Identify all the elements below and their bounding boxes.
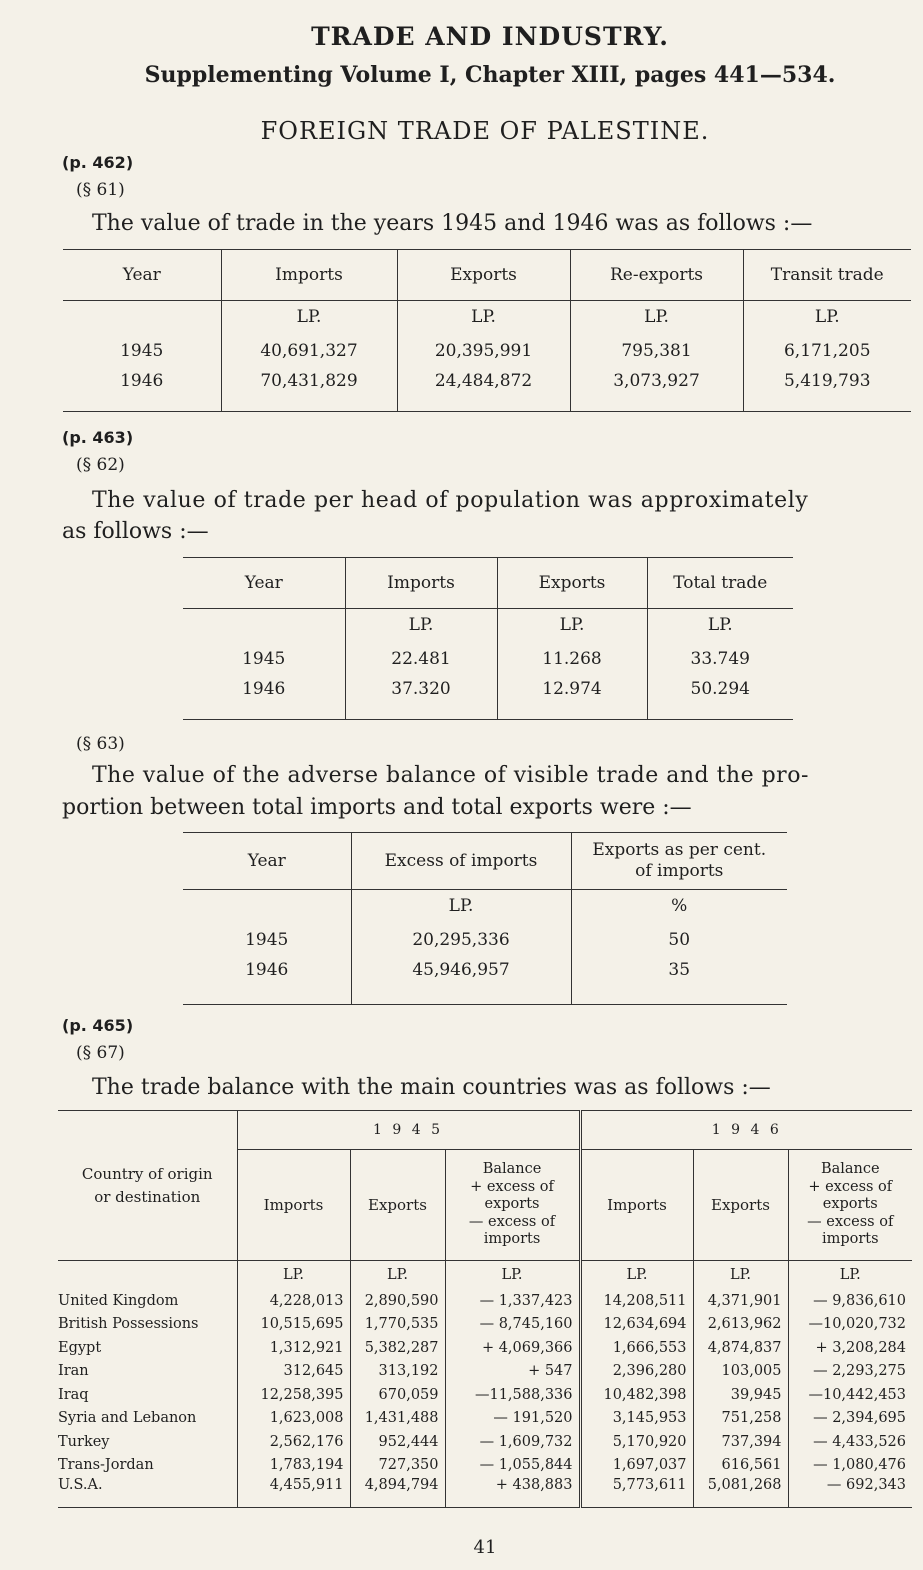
imports-1945-cell: 4,228,013: [237, 1289, 350, 1313]
col-header-balance-1946: [788, 1150, 912, 1261]
section-61: (§ 61): [76, 180, 125, 200]
country-cell: Iran: [58, 1363, 89, 1380]
transit-cell: 5,419,793: [743, 369, 911, 412]
balance-1945-cell: + 4,069,366: [445, 1336, 580, 1360]
paragraph-63-line2: portion between total imports and total exports were :—: [62, 795, 692, 820]
col-header-imports-1946: Imports: [580, 1150, 693, 1261]
imports-1945-cell: 1,783,194: [237, 1454, 350, 1478]
table-row: [183, 641, 793, 677]
unit-cell: LP.: [397, 301, 570, 334]
year-cell: 1945: [245, 930, 289, 950]
balance-header-line: + excess of: [470, 1178, 554, 1195]
unit-cell: LP.: [693, 1261, 788, 1290]
col-header-country: [58, 1111, 237, 1261]
percent-cell: 50: [571, 922, 787, 958]
country-cell: British Possessions: [58, 1316, 199, 1333]
units-row: [183, 890, 787, 923]
exports-1945-cell: 4,894,794: [350, 1477, 445, 1508]
unit-cell: LP.: [788, 1261, 912, 1290]
imports-cell: 70,431,829: [221, 369, 397, 412]
balance-1945-cell: — 1,609,732: [445, 1430, 580, 1454]
col-header-imports-1945: Imports: [237, 1150, 350, 1261]
year-cell: 1946: [183, 677, 345, 720]
unit-cell: LP.: [445, 1261, 580, 1290]
balance-1945-cell: + 547: [445, 1360, 580, 1384]
col-header-year: Year: [183, 558, 345, 609]
col-header-transit: Transit trade: [743, 250, 911, 301]
unit-cell: LP.: [743, 301, 911, 334]
exports-1945-cell: 727,350: [350, 1454, 445, 1478]
unit-cell: LP.: [237, 1261, 350, 1290]
table-row: [58, 1454, 912, 1478]
units-row: [58, 1261, 912, 1290]
unit-cell: LP.: [345, 609, 497, 642]
exports-1946-cell: 39,945: [693, 1383, 788, 1407]
exports-1946-cell: 737,394: [693, 1430, 788, 1454]
excess-cell: 45,946,957: [351, 958, 571, 1005]
imports-1946-cell: 14,208,511: [603, 1292, 687, 1309]
page-number: 41: [473, 1537, 497, 1558]
table-row: [58, 1336, 912, 1360]
table-row: [183, 922, 787, 958]
col-header-total: Total trade: [647, 558, 793, 609]
country-cell: Trans-Jordan: [58, 1457, 154, 1474]
balance-header-line: exports: [822, 1196, 878, 1213]
unit-cell: LP.: [570, 301, 743, 334]
unit-cell: LP.: [350, 1261, 445, 1290]
table-row: [58, 1383, 912, 1407]
section-63: (§ 63): [76, 734, 125, 754]
balance-1945-cell: — 1,055,844: [445, 1454, 580, 1478]
balance-1946-cell: — 2,394,695: [788, 1407, 912, 1431]
year-header-1945: 1 9 4 5: [237, 1111, 580, 1150]
exports-1946-cell: 4,371,901: [693, 1289, 788, 1313]
imports-1946-cell: 1,697,037: [612, 1457, 687, 1474]
imports-1946-cell: 5,170,920: [612, 1433, 687, 1450]
year-cell: 1946: [183, 958, 351, 1005]
col-header-year: Year: [183, 833, 351, 890]
col-header-imports: Imports: [221, 250, 397, 301]
page-ref-465: (p. 465): [62, 1016, 134, 1035]
per-head-table: [183, 557, 793, 720]
imports-1946-cell: 3,145,953: [612, 1410, 687, 1427]
table-header-row: [63, 250, 911, 301]
table-row: [183, 958, 787, 1005]
imports-1945-cell: 2,562,176: [237, 1430, 350, 1454]
imports-cell: 37.320: [345, 677, 497, 720]
balance-header-line: Balance: [482, 1161, 542, 1178]
balance-header-line: Balance: [820, 1161, 880, 1178]
table-row: [58, 1407, 912, 1431]
col-header-percent-line2: of imports: [635, 861, 724, 881]
table-row: [63, 369, 911, 412]
country-cell: Egypt: [58, 1339, 102, 1356]
paragraph-67: The trade balance with the main countries was as follows :—: [92, 1075, 771, 1100]
col-header-percent-line1: Exports as per cent.: [592, 840, 767, 860]
page-title: TRADE AND INDUSTRY.: [311, 22, 669, 51]
col-header-year: Year: [63, 250, 221, 301]
exports-1946-cell: 4,874,837: [693, 1336, 788, 1360]
exports-1945-cell: 313,192: [350, 1360, 445, 1384]
page-subtitle: Supplementing Volume I, Chapter XIII, pages 441—534.: [144, 62, 836, 88]
paragraph-62-line1: The value of trade per head of population was approximately: [92, 488, 809, 513]
balance-1945-cell: + 438,883: [445, 1477, 580, 1508]
exports-cell: 24,484,872: [397, 369, 570, 412]
unit-cell: LP.: [626, 1267, 648, 1283]
reexports-cell: 795,381: [570, 333, 743, 369]
section-67: (§ 67): [76, 1043, 125, 1063]
balance-1946-cell: — 4,433,526: [788, 1430, 912, 1454]
year-cell: 1945: [242, 649, 286, 669]
balance-1946-cell: —10,442,453: [788, 1383, 912, 1407]
balance-1946-cell: — 9,836,610: [788, 1289, 912, 1313]
balance-1946-cell: + 3,208,284: [788, 1336, 912, 1360]
table-row: [58, 1360, 912, 1384]
country-rows: [58, 1289, 912, 1508]
table-row: [63, 333, 911, 369]
country-cell: Turkey: [58, 1433, 110, 1450]
exports-cell: 11.268: [497, 641, 647, 677]
table-header-row: [183, 558, 793, 609]
exports-1946-cell: 5,081,268: [693, 1477, 788, 1508]
imports-1945-cell: 10,515,695: [237, 1313, 350, 1337]
year-header-row: [58, 1111, 912, 1150]
imports-1946-cell: 2,396,280: [612, 1363, 687, 1380]
section-62: (§ 62): [76, 455, 125, 475]
country-cell: U.S.A.: [58, 1477, 237, 1508]
balance-header-line: imports: [821, 1231, 879, 1248]
section-heading: FOREIGN TRADE OF PALESTINE.: [260, 117, 710, 145]
exports-1945-cell: 952,444: [350, 1430, 445, 1454]
paragraph-63-line1: The value of the adverse balance of visible trade and the pro-: [92, 763, 809, 788]
balance-1946-cell: — 692,343: [788, 1477, 912, 1508]
country-cell: Syria and Lebanon: [58, 1410, 197, 1427]
col-header-percent: [571, 833, 787, 890]
balance-1946-cell: — 1,080,476: [788, 1454, 912, 1478]
total-cell: 33.749: [647, 641, 793, 677]
exports-1946-cell: 2,613,962: [693, 1313, 788, 1337]
unit-cell: LP.: [221, 301, 397, 334]
country-balance-table: [58, 1110, 912, 1508]
balance-1946-cell: —10,020,732: [788, 1313, 912, 1337]
balance-1945-cell: — 8,745,160: [445, 1313, 580, 1337]
excess-cell: 20,295,336: [351, 922, 571, 958]
exports-1946-cell: 103,005: [693, 1360, 788, 1384]
imports-1946-cell: 10,482,398: [603, 1386, 687, 1403]
balance-header-line: — excess of: [468, 1213, 556, 1230]
paragraph-62-line2: as follows :—: [62, 519, 209, 544]
balance-1945-cell: —11,588,336: [445, 1383, 580, 1407]
table-row: [58, 1289, 912, 1313]
imports-1945-cell: 4,455,911: [237, 1477, 350, 1508]
trade-value-table: [63, 249, 911, 412]
exports-1945-cell: 1,431,488: [350, 1407, 445, 1431]
total-cell: 50.294: [647, 677, 793, 720]
col-header-imports: Imports: [345, 558, 497, 609]
imports-cell: 22.481: [345, 641, 497, 677]
unit-cell: LP.: [497, 609, 647, 642]
table-row: [58, 1430, 912, 1454]
imports-1946-cell: 12,634,694: [603, 1316, 687, 1333]
col-header-balance-1945: [445, 1150, 580, 1261]
balance-header-line: + excess of: [808, 1178, 893, 1195]
exports-1945-cell: 1,770,535: [350, 1313, 445, 1337]
balance-header-line: imports: [483, 1231, 541, 1248]
transit-cell: 6,171,205: [743, 333, 911, 369]
page-ref-462: (p. 462): [62, 153, 134, 172]
imports-cell: 40,691,327: [221, 333, 397, 369]
balance-header-line: exports: [484, 1196, 540, 1213]
country-cell: Iraq: [58, 1386, 89, 1403]
balance-1945-cell: — 1,337,423: [445, 1289, 580, 1313]
exports-1946-cell: 751,258: [693, 1407, 788, 1431]
col-header-exports-1945: Exports: [350, 1150, 445, 1261]
exports-1946-cell: 616,561: [693, 1454, 788, 1478]
percent-cell: 35: [571, 958, 787, 1005]
table-row: [183, 677, 793, 720]
imports-1945-cell: 1,623,008: [237, 1407, 350, 1431]
country-header-line1: Country of origin: [81, 1164, 213, 1183]
page-ref-463: (p. 463): [62, 428, 134, 447]
imports-1946-cell: 1,666,553: [612, 1339, 687, 1356]
balance-1945-cell: — 191,520: [445, 1407, 580, 1431]
year-cell: 1945: [120, 341, 164, 361]
col-header-exports-1946: Exports: [693, 1150, 788, 1261]
table-row: [58, 1477, 912, 1508]
balance-header-line: — excess of: [807, 1213, 894, 1230]
table-header-row: [183, 833, 787, 890]
units-row: [63, 301, 911, 334]
year-header-1946: 1 9 4 6: [580, 1111, 912, 1150]
table-row: [58, 1313, 912, 1337]
unit-cell: %: [571, 890, 787, 923]
unit-cell: LP.: [647, 609, 793, 642]
imports-1945-cell: 12,258,395: [237, 1383, 350, 1407]
exports-cell: 12.974: [497, 677, 647, 720]
balance-1946-cell: — 2,293,275: [788, 1360, 912, 1384]
imports-1946-cell: 5,773,611: [580, 1477, 693, 1508]
exports-1945-cell: 670,059: [350, 1383, 445, 1407]
col-header-exports: Exports: [397, 250, 570, 301]
col-header-excess: Excess of imports: [351, 833, 571, 890]
exports-1945-cell: 5,382,287: [350, 1336, 445, 1360]
unit-cell: LP.: [351, 890, 571, 923]
year-cell: 1946: [63, 369, 221, 412]
country-cell: United Kingdom: [58, 1292, 179, 1309]
country-header-line2: or destination: [94, 1187, 201, 1206]
col-header-exports: Exports: [497, 558, 647, 609]
exports-cell: 20,395,991: [397, 333, 570, 369]
imports-1945-cell: 1,312,921: [237, 1336, 350, 1360]
paragraph-61: The value of trade in the years 1945 and 1946 was as follows :—: [92, 211, 813, 236]
reexports-cell: 3,073,927: [570, 369, 743, 412]
units-row: [183, 609, 793, 642]
col-header-reexports: Re-exports: [570, 250, 743, 301]
exports-1945-cell: 2,890,590: [350, 1289, 445, 1313]
adverse-balance-table: [183, 832, 787, 1005]
imports-1945-cell: 312,645: [237, 1360, 350, 1384]
